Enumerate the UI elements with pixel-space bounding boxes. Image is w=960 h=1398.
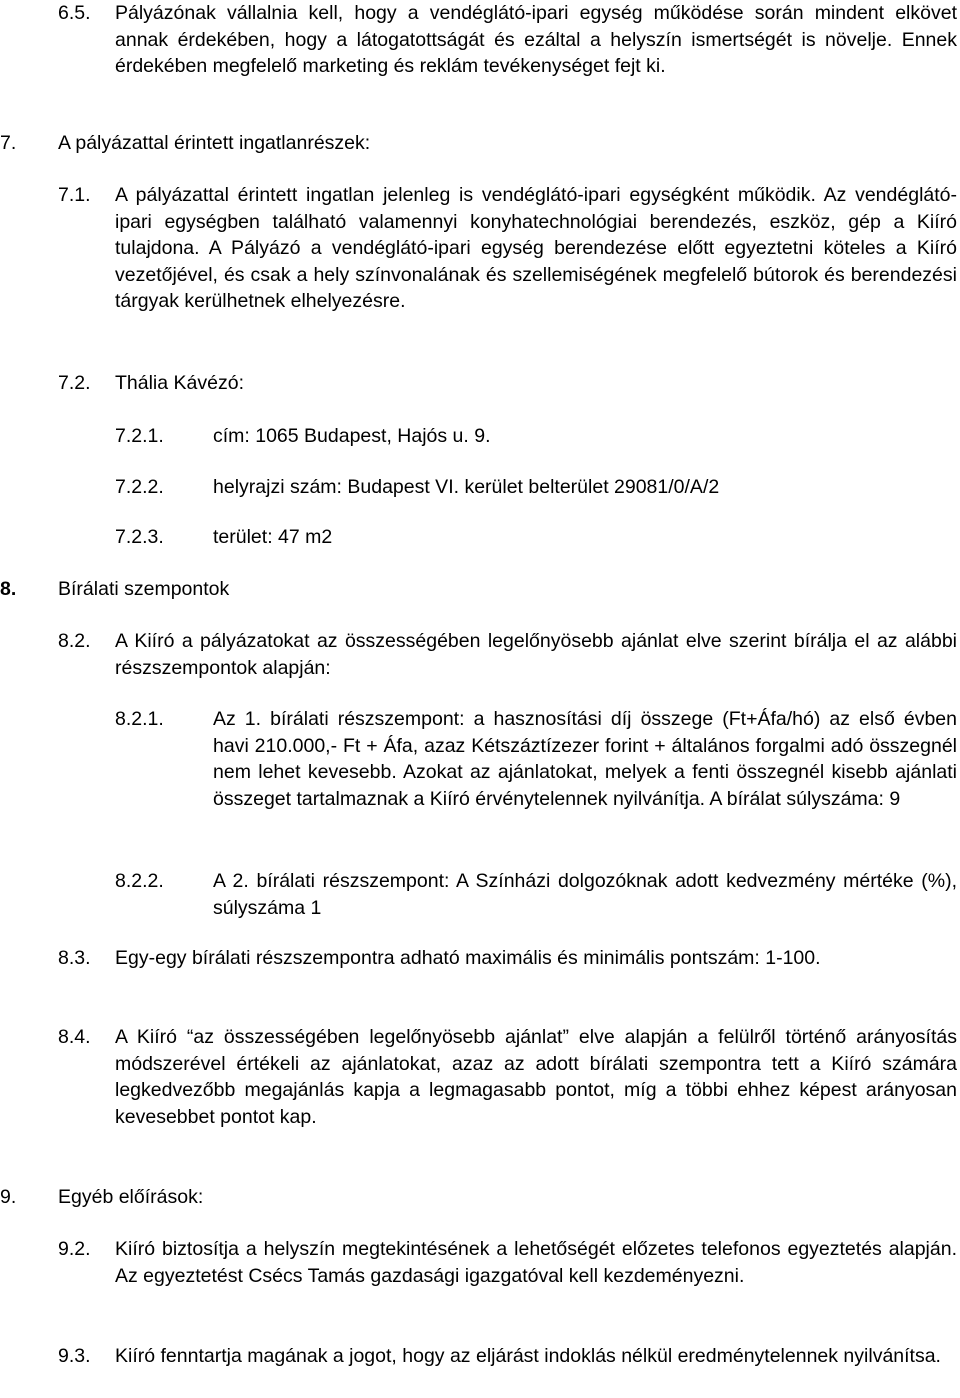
section-text: Kiíró fenntartja magának a jogot, hogy az eljárást indoklás nélkül eredménytelennek nyilvánítsa.	[115, 1345, 941, 1367]
section-number: 7.2.3.	[115, 526, 164, 548]
section-text: Kiíró biztosítja a helyszín megtekintésének a lehetőségét előzetes telefonos egyeztetés alapján. Az egyeztetést Csécs Tamás gazdasági igazgatóval kell kezdeményezni.	[115, 1238, 957, 1287]
section-8-3	[58, 945, 957, 972]
section-6-5	[58, 0, 957, 80]
section-9-heading	[0, 1184, 957, 1211]
section-number: 9.	[0, 1186, 17, 1208]
section-number: 8.4.	[58, 1026, 91, 1048]
section-text: A 2. bírálati részszempont: A Színházi dolgozóknak adott kedvezmény mértéke (%), súlyszáma 1	[213, 870, 957, 919]
section-number: 8.2.	[58, 630, 91, 652]
section-text: Az 1. bírálati részszempont: a hasznosítási díj összege (Ft+Áfa/hó) az első évben havi 210.000,- Ft + Áfa, azaz Kétszáztízezer forint + általános forgalmi adó összegnél nem lehet kevesebb. Azokat az ajánlatokat, melyek a fenti összegnél kisebb ajánlati összeget tartalmaznak a Kiíró érvénytelennek nyilvánítja. A bírálat súlyszáma: 9	[213, 708, 957, 810]
section-8-2	[58, 628, 957, 681]
section-9-2	[58, 1236, 957, 1289]
section-text: terület: 47 m2	[213, 526, 333, 548]
section-text: A Kiíró “az összességében legelőnyösebb ajánlat” elve alapján a felülről történő arányosítás módszerével értékeli az ajánlatokat, azaz az adott bírálati szempontra tett a Kiíró számára legkedvezőbb megajánlás kapja a legmagasabb pontot, míg a többi ehhez képest arányosan kevesebbet pontot kap.	[115, 1026, 957, 1128]
section-7-2-3	[115, 524, 957, 551]
section-heading: Bírálati szempontok	[58, 578, 230, 600]
section-text: A pályázattal érintett ingatlan jelenleg is vendéglátó-ipari egységként működik. Az vendéglátó-ipari egységben található valamennyi konyhatechnológiai berendezés, eszköz, gép a Kiíró tulajdona. A Pályázó a vendéglátó-ipari egység berendezése előtt egyeztetni köteles a Kiíró vezetőjével, és csak a hely színvonalának és szellemiségének megfelelő bútorok és berendezési tárgyak kerülhetnek elhelyezésre.	[115, 184, 957, 312]
section-number: 7.2.	[58, 372, 91, 394]
section-heading: Egyéb előírások:	[58, 1186, 204, 1208]
section-text: helyrajzi szám: Budapest VI. kerület belterület 29081/0/A/2	[213, 476, 720, 498]
section-7-2	[58, 370, 957, 397]
section-7-2-2	[115, 474, 957, 501]
section-number: 8.3.	[58, 947, 91, 969]
section-number: 9.2.	[58, 1238, 91, 1260]
section-number: 7.1.	[58, 184, 91, 206]
section-8-2-2	[115, 868, 957, 921]
section-8-heading	[0, 576, 957, 603]
section-heading: A pályázattal érintett ingatlanrészek:	[58, 132, 371, 154]
section-heading: Thália Kávézó:	[115, 372, 244, 394]
section-9-3	[58, 1343, 957, 1370]
section-number: 7.2.1.	[115, 425, 164, 447]
section-text: Pályázónak vállalnia kell, hogy a vendéglátó-ipari egység működése során mindent elkövet annak érdekében, hogy a látogatottságát és ezáltal a helyszín ismertségét is növelje. Ennek érdekében megfelelő marketing és reklám tevékenységet fejt ki.	[115, 2, 957, 77]
section-7-2-1	[115, 423, 957, 450]
section-text: A Kiíró a pályázatokat az összességében legelőnyösebb ajánlat elve szerint bírálja el az alábbi részszempontok alapján:	[115, 630, 957, 679]
section-number: 6.5.	[58, 2, 91, 24]
section-number: 7.2.2.	[115, 476, 164, 498]
section-number: 9.3.	[58, 1345, 91, 1367]
section-text: Egy-egy bírálati részszempontra adható maximális és minimális pontszám: 1-100.	[115, 947, 821, 969]
section-number: 8.2.2.	[115, 870, 164, 892]
section-number: 7.	[0, 132, 17, 154]
section-number: 8.2.1.	[115, 708, 164, 730]
section-8-4	[58, 1024, 957, 1130]
section-text: cím: 1065 Budapest, Hajós u. 9.	[213, 425, 491, 447]
section-7-1	[58, 182, 957, 315]
section-7-heading	[0, 130, 957, 157]
section-number: 8.	[0, 578, 17, 600]
section-8-2-1	[115, 706, 957, 812]
